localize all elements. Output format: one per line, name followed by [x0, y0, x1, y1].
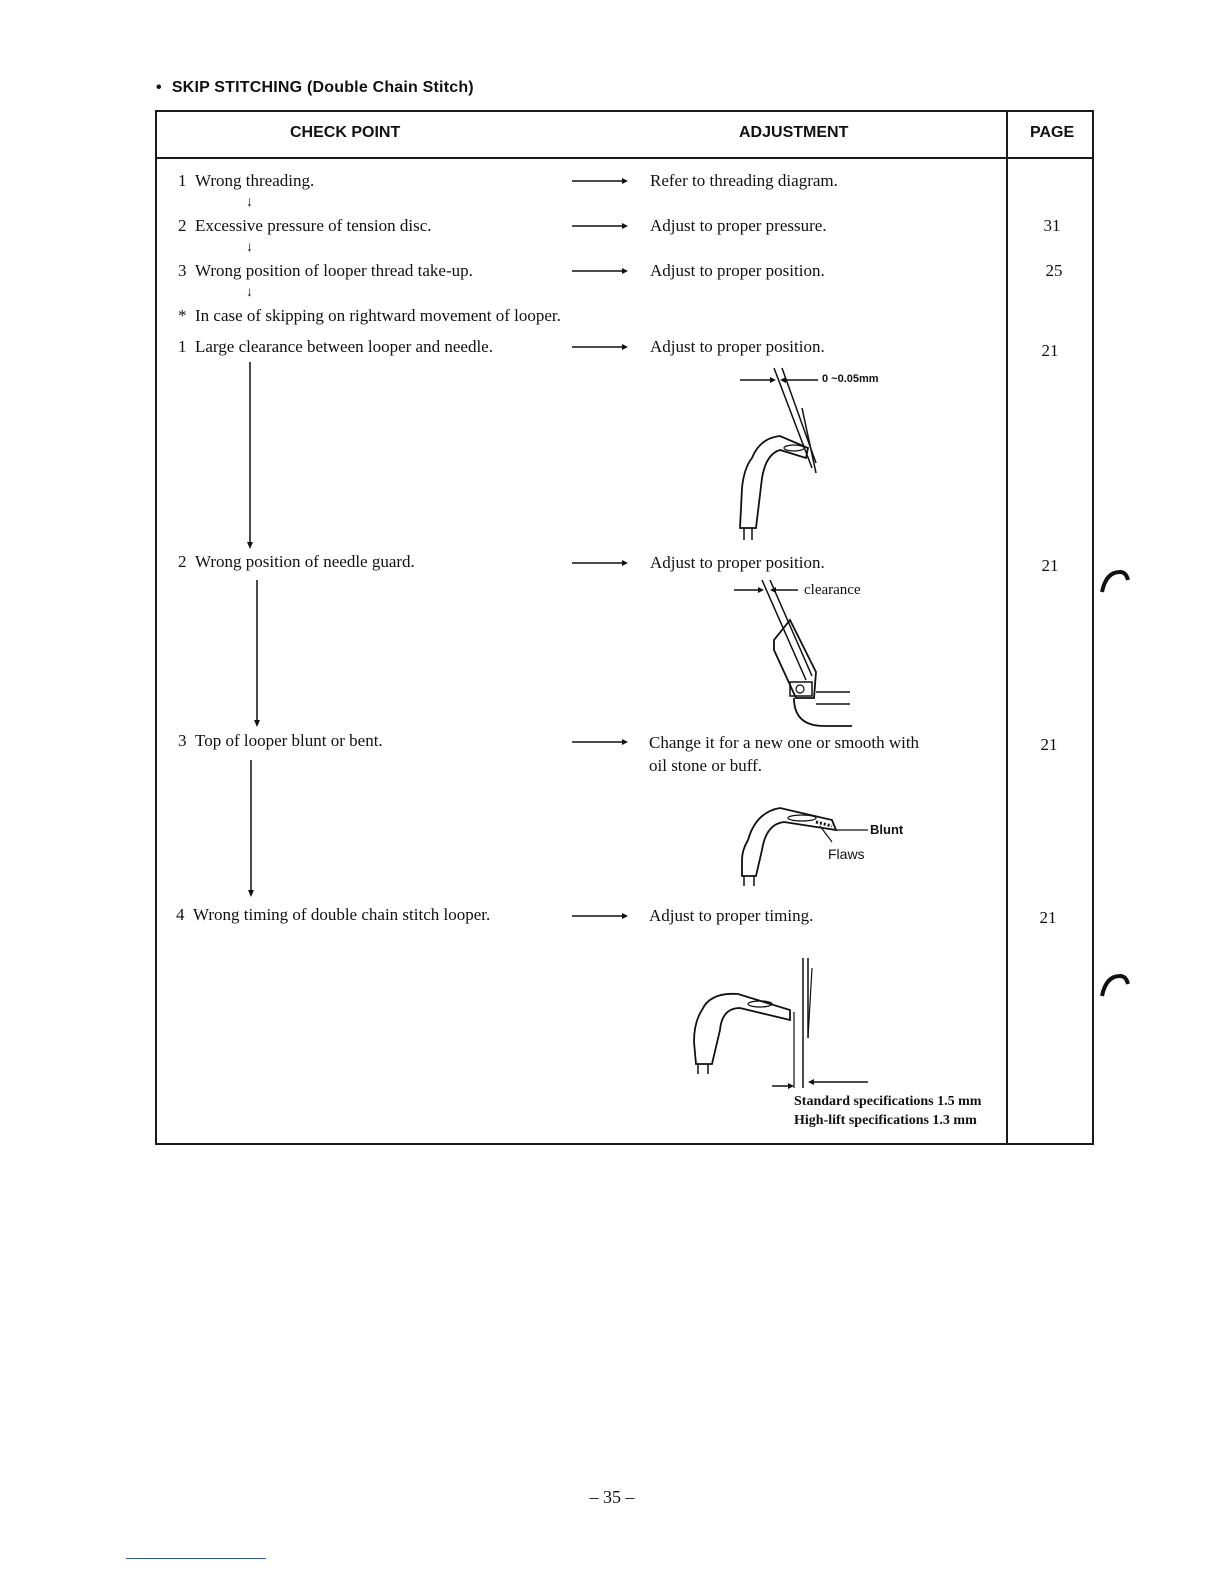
- looper-blunt-flaws-diagram: [736, 800, 876, 890]
- row-marker: *: [178, 306, 187, 325]
- blunt-label: Blunt: [870, 822, 904, 837]
- check-point-text: Wrong threading.: [195, 171, 315, 190]
- table-row: [178, 552, 415, 572]
- row-number: 1: [178, 171, 187, 190]
- needle-guard-clearance-diagram: [732, 580, 862, 730]
- check-point-text: Excessive pressure of tension disc.: [195, 216, 432, 235]
- down-arrow-icon: ↓: [246, 195, 253, 210]
- row-number: 3: [178, 261, 187, 280]
- standard-spec-label: Standard specifications 1.5 mm: [794, 1094, 982, 1109]
- page-reference: 25: [1045, 261, 1063, 280]
- adjustment-text: Adjust to proper position.: [650, 261, 825, 280]
- table-row: [176, 905, 490, 925]
- title-bullet: •: [156, 79, 162, 96]
- row-number: 3: [178, 731, 187, 750]
- check-point-text: In case of skipping on rightward movement of looper.: [195, 306, 561, 325]
- section-title: [156, 79, 474, 97]
- row-number: 2: [178, 216, 187, 235]
- adjustment-text: Adjust to proper pressure.: [650, 216, 827, 235]
- header-divider: [155, 157, 1094, 159]
- table-row: [178, 306, 561, 326]
- row-number: 2: [178, 552, 187, 571]
- right-arrow-icon: [572, 342, 628, 352]
- right-arrow-icon: [572, 737, 628, 747]
- down-arrow-icon: ↓: [246, 285, 253, 300]
- right-arrow-icon: [572, 221, 628, 231]
- page-reference: 21: [1041, 341, 1059, 360]
- down-arrow-icon: ↓: [246, 240, 253, 255]
- adjustment-text: Adjust to proper position.: [650, 337, 825, 356]
- binding-mark-icon: [1098, 970, 1132, 1000]
- clearance-value-label: 0 ~0.05mm: [822, 373, 879, 385]
- adjustment-text: Refer to threading diagram.: [650, 171, 838, 190]
- highlift-spec-label: High-lift specifications 1.3 mm: [794, 1113, 977, 1128]
- right-arrow-icon: [572, 266, 628, 276]
- check-point-text: Wrong position of needle guard.: [195, 552, 415, 571]
- right-arrow-icon: [572, 911, 628, 921]
- title-text: SKIP STITCHING (Double Chain Stitch): [171, 79, 474, 96]
- long-down-arrow-icon: [244, 362, 256, 550]
- adjustment-text: Adjust to proper position.: [650, 553, 825, 572]
- table-row: [178, 731, 383, 751]
- row-number: 4: [176, 905, 185, 924]
- header-adjustment: ADJUSTMENT: [739, 124, 849, 141]
- header-check-point: CHECK POINT: [290, 124, 401, 141]
- header-page: PAGE: [1030, 124, 1075, 141]
- page-reference: 21: [1041, 556, 1059, 575]
- page-reference: 21: [1039, 908, 1057, 927]
- right-arrow-icon: [572, 558, 628, 568]
- adjustment-text-continued: oil stone or buff.: [649, 756, 763, 775]
- flaws-label: Flaws: [828, 846, 865, 862]
- check-point-text: Top of looper blunt or bent.: [195, 731, 383, 750]
- footer-underline: [126, 1558, 266, 1559]
- table-row: [178, 261, 473, 281]
- table-row: [178, 171, 314, 191]
- looper-timing-diagram: [690, 958, 880, 1090]
- clearance-label: clearance: [804, 582, 861, 598]
- looper-needle-clearance-diagram: [730, 368, 910, 548]
- check-point-text: Wrong timing of double chain stitch looper.: [193, 905, 491, 924]
- table-row: [178, 216, 432, 236]
- adjustment-text: Change it for a new one or smooth with: [649, 733, 920, 752]
- table-row: [178, 337, 493, 357]
- binding-mark-icon: [1098, 566, 1132, 596]
- check-point-text: Large clearance between looper and needle.: [195, 337, 493, 356]
- long-down-arrow-icon: [245, 760, 257, 900]
- long-down-arrow-icon: [251, 580, 263, 730]
- page-number: – 35 –: [589, 1487, 635, 1507]
- page-column-divider: [1006, 110, 1008, 1145]
- page-reference: 21: [1040, 735, 1058, 754]
- row-number: 1: [178, 337, 187, 356]
- check-point-text: Wrong position of looper thread take-up.: [195, 261, 473, 280]
- adjustment-text: Adjust to proper timing.: [649, 906, 814, 925]
- right-arrow-icon: [572, 176, 628, 186]
- page-reference: 31: [1043, 216, 1061, 235]
